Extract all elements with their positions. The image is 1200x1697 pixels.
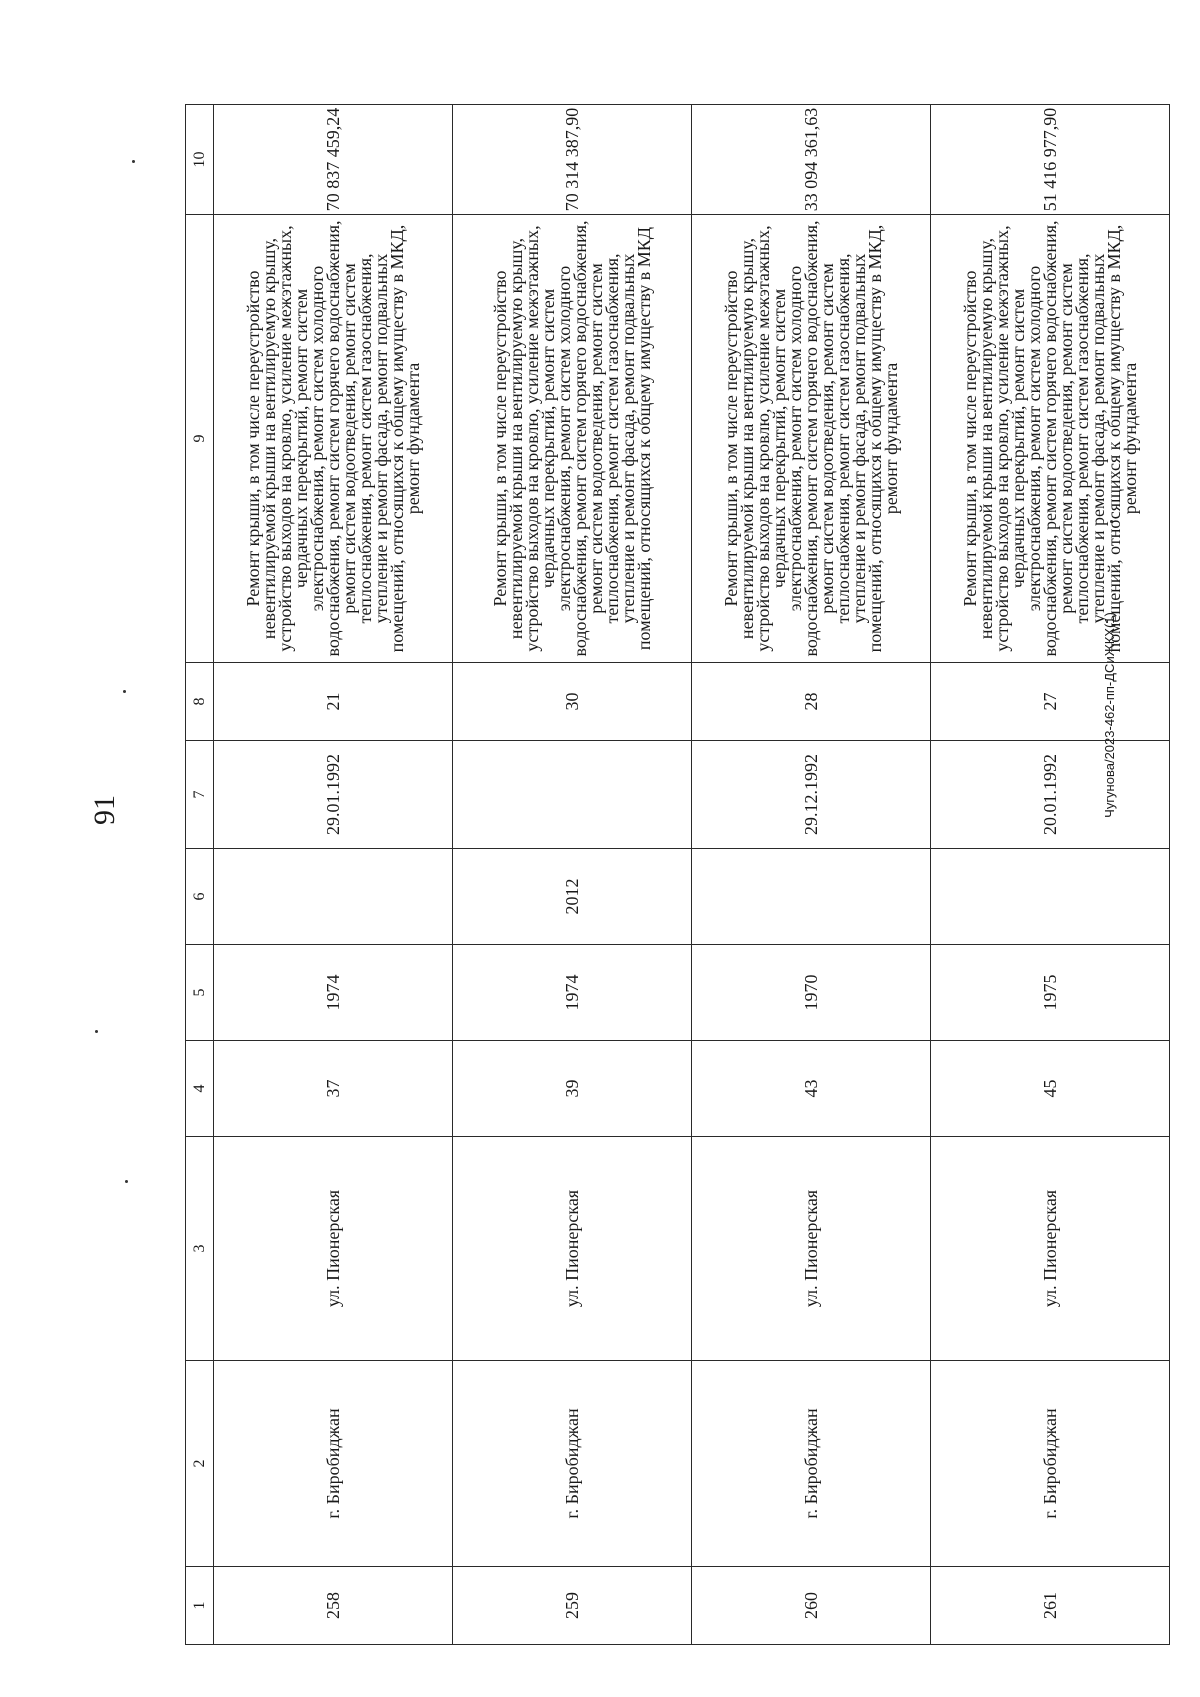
amount-cell: 33 094 361,63 <box>692 105 931 215</box>
count-cell: 21 <box>214 663 453 741</box>
amount-cell: 70 314 387,90 <box>453 105 692 215</box>
scan-speck <box>132 160 135 163</box>
document-code: Чугунова/2023-462-пп-ДСиЖКХ(1) <box>1102 612 1117 818</box>
house-number-cell: 45 <box>931 1041 1170 1137</box>
street-cell: ул. Пионерская <box>453 1137 692 1361</box>
year-built-cell: 1975 <box>931 945 1170 1041</box>
amount-cell: 70 837 459,24 <box>214 105 453 215</box>
rotated-page <box>185 105 1170 1645</box>
scan-speck <box>123 690 126 693</box>
year-built-cell: 1974 <box>214 945 453 1041</box>
house-number-cell: 37 <box>214 1041 453 1137</box>
column-header: 7 <box>186 741 214 849</box>
row-number: 259 <box>453 1567 692 1645</box>
column-header: 1 <box>186 1567 214 1645</box>
count-cell: 28 <box>692 663 931 741</box>
works-cell: Ремонт крыши, в том числе переустройство невентилируемой крыши на вентилируемую крышу, устройство выходов на кровлю, усиление межэтажных, чердачных перекрытий, ремонт систем электроснабжения, ремонт систем холодного водоснабжения, ремонт систем горячего водоснабжения, ремонт систем водоотведения, ремонт систем теплоснабжения, ремонт систем газоснабжения, утепление и ремонт фасада, ремонт подвальных помещений, относящихся к общему имуществу в МКД <box>453 215 692 663</box>
year-cell <box>692 849 931 945</box>
row-number: 261 <box>931 1567 1170 1645</box>
table-row <box>931 105 1170 1645</box>
date-cell: 29.01.1992 <box>214 741 453 849</box>
city-cell: г. Биробиджан <box>453 1361 692 1567</box>
city-cell: г. Биробиджан <box>214 1361 453 1567</box>
street-cell: ул. Пионерская <box>214 1137 453 1361</box>
date-cell <box>453 741 692 849</box>
column-header: 8 <box>186 663 214 741</box>
table-row <box>692 105 931 1645</box>
column-header: 9 <box>186 215 214 663</box>
works-cell: Ремонт крыши, в том числе переустройство невентилируемой крыши на вентилируемую крышу, устройство выходов на кровлю, усиление межэтажных, чердачных перекрытий, ремонт систем электроснабжения, ремонт систем холодного водоснабжения, ремонт систем горячего водоснабжения, ремонт систем водоотведения, ремонт систем теплоснабжения, ремонт систем газоснабжения, утепление и ремонт фасада, ремонт подвальных помещений, относящихся к общему имуществу в МКД, ремонт фундамента <box>692 215 931 663</box>
year-built-cell: 1974 <box>453 945 692 1041</box>
date-cell: 29.12.1992 <box>692 741 931 849</box>
count-cell: 27 <box>931 663 1170 741</box>
housing-repair-table <box>185 104 1170 1645</box>
column-header: 2 <box>186 1361 214 1567</box>
row-number: 260 <box>692 1567 931 1645</box>
house-number-cell: 39 <box>453 1041 692 1137</box>
count-cell: 30 <box>453 663 692 741</box>
year-cell <box>214 849 453 945</box>
table-row <box>214 105 453 1645</box>
column-header: 5 <box>186 945 214 1041</box>
city-cell: г. Биробиджан <box>692 1361 931 1567</box>
works-cell: Ремонт крыши, в том числе переустройство невентилируемой крыши на вентилируемую крышу, устройство выходов на кровлю, усиление межэтажных, чердачных перекрытий, ремонт систем электроснабжения, ремонт систем холодного водоснабжения, ремонт систем горячего водоснабжения, ремонт систем водоотведения, ремонт систем теплоснабжения, ремонт систем газоснабжения, утепление и ремонт фасада, ремонт подвальных помещений, относящихся к общему имуществу в МКД, ремонт фундамента <box>214 215 453 663</box>
column-header: 3 <box>186 1137 214 1361</box>
column-header: 10 <box>186 105 214 215</box>
year-cell <box>931 849 1170 945</box>
year-cell: 2012 <box>453 849 692 945</box>
date-cell: 20.01.1992 <box>931 741 1170 849</box>
year-built-cell: 1970 <box>692 945 931 1041</box>
page-number: 91 <box>88 795 121 825</box>
street-cell: ул. Пионерская <box>692 1137 931 1361</box>
row-number: 258 <box>214 1567 453 1645</box>
column-header: 4 <box>186 1041 214 1137</box>
works-cell: Ремонт крыши, в том числе переустройство невентилируемой крыши на вентилируемую крышу, устройство выходов на кровлю, усиление межэтажных, чердачных перекрытий, ремонт систем электроснабжения, ремонт систем холодного водоснабжения, ремонт систем горячего водоснабжения, ремонт систем водоотведения, ремонт систем теплоснабжения, ремонт систем газоснабжения, утепление и ремонт фасада, ремонт подвальных помещений, относящихся к общему имуществу в МКД, ремонт фундамента <box>931 215 1170 663</box>
city-cell: г. Биробиджан <box>931 1361 1170 1567</box>
scan-speck <box>125 1180 128 1183</box>
column-header: 6 <box>186 849 214 945</box>
house-number-cell: 43 <box>692 1041 931 1137</box>
scan-speck <box>95 1030 98 1033</box>
table-row <box>453 105 692 1645</box>
street-cell: ул. Пионерская <box>931 1137 1170 1361</box>
amount-cell: 51 416 977,90 <box>931 105 1170 215</box>
header-row <box>186 105 214 1645</box>
